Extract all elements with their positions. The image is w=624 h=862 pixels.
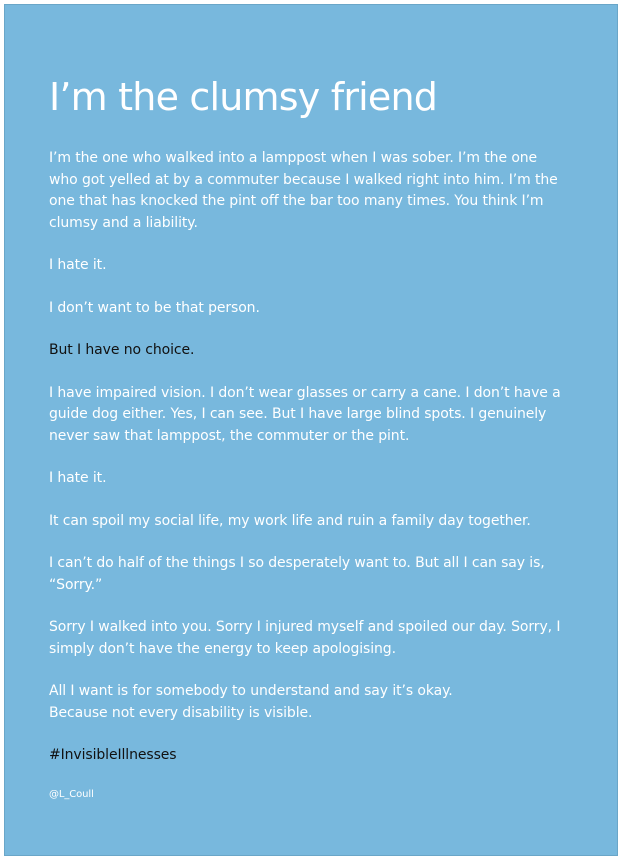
poster-title: I’m the clumsy friend <box>49 75 438 119</box>
hashtag: #InvisibleIllnesses <box>49 747 177 763</box>
paragraph-5 <box>49 383 589 448</box>
text-line: simply don’t have the energy to keep apologising. <box>49 640 396 657</box>
text-line: guide dog either. Yes, I can see. But I have large blind spots. I genuinely <box>49 406 547 422</box>
poster <box>4 4 618 856</box>
paragraph-10 <box>49 681 589 724</box>
text-line: I have impaired vision. I don’t wear glasses or carry a cane. I don’t have a <box>49 384 561 401</box>
paragraph-4-emphasis <box>49 340 589 362</box>
text-line: never saw that lamppost, the commuter or the pint. <box>49 427 410 444</box>
paragraph-6 <box>49 468 589 490</box>
paragraph-1 <box>49 148 589 234</box>
text-line: I hate it. <box>49 257 107 273</box>
paragraph-9 <box>49 617 589 660</box>
text-line: Because not every disability is visible. <box>49 704 313 721</box>
text-line: who got yelled at by a commuter because I walked right into him. I’m the <box>49 171 558 188</box>
paragraph-7 <box>49 511 589 533</box>
text-line: I hate it. <box>49 470 107 486</box>
text-line: It can spoil my social life, my work life and ruin a family day together. <box>49 512 531 529</box>
text-line: I can’t do half of the things I so desperately want to. But all I can say is, <box>49 555 545 571</box>
text-line: I’m the one who walked into a lamppost when I was sober. I’m the one <box>49 150 538 166</box>
text-line: one that has knocked the pint off the bar too many times. You think I’m <box>49 193 544 209</box>
paragraph-3 <box>49 298 589 320</box>
text-line: I don’t want to be that person. <box>49 299 260 316</box>
text-line: Sorry I walked into you. Sorry I injured myself and spoiled our day. Sorry, I <box>49 619 561 635</box>
author-handle: @L_Coull <box>49 788 94 800</box>
paragraph-2 <box>49 255 589 277</box>
text-line: “Sorry.” <box>49 576 103 593</box>
text-line: All I want is for somebody to understand and say it’s okay. <box>49 683 453 699</box>
paragraph-8 <box>49 553 589 596</box>
poster-body <box>49 148 589 823</box>
text-line: But I have no choice. <box>49 342 195 358</box>
text-line: clumsy and a liability. <box>49 214 198 231</box>
